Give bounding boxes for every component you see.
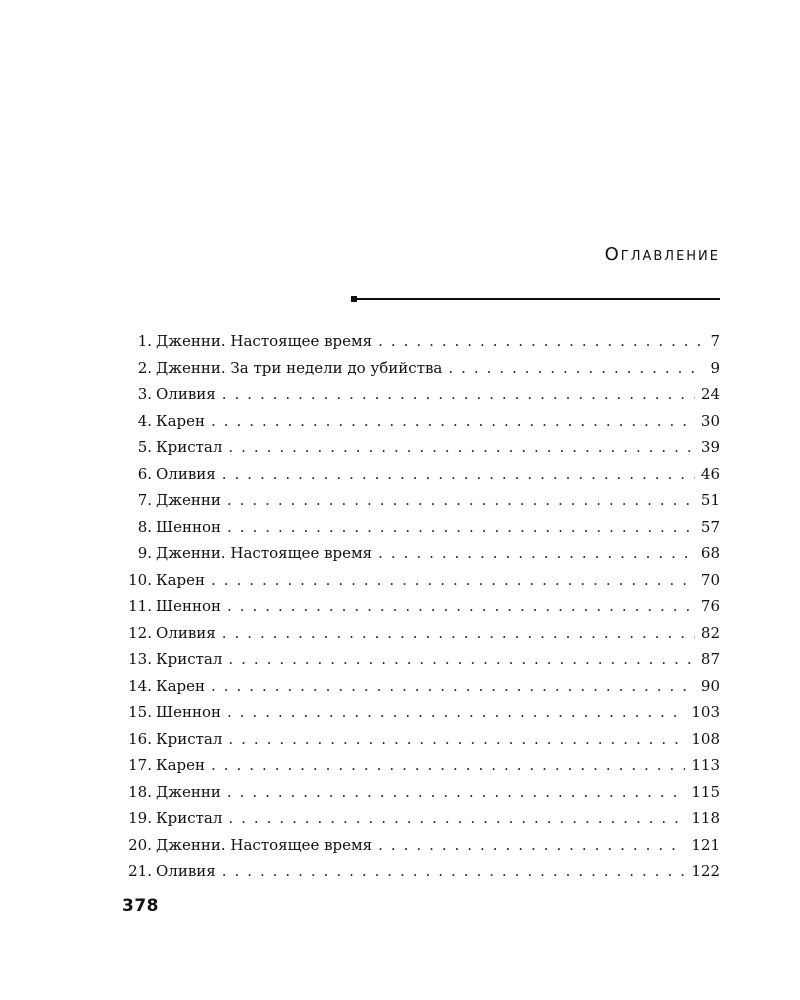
toc-entry-title: Кристал: [156, 650, 223, 668]
toc-entry-number: 13.: [128, 650, 152, 668]
toc-entry: [118, 514, 720, 541]
page-number: 378: [122, 896, 159, 916]
toc-entry-number: 11.: [128, 597, 152, 615]
toc-entry-number: 9.: [137, 544, 152, 562]
toc-entry-page: 115: [691, 782, 720, 801]
title-rule: [351, 296, 720, 302]
toc-entry-title: Оливия: [156, 862, 216, 880]
toc-entry: [118, 832, 720, 859]
toc-entry: [118, 620, 720, 647]
toc-entry: [118, 673, 720, 700]
toc-entry-number: 1.: [137, 332, 152, 350]
toc-entry-title: Карен: [156, 411, 206, 430]
toc-entry-title: Оливия: [156, 464, 216, 483]
toc-entry-leader-dots: [222, 620, 695, 647]
toc-entry: [118, 752, 720, 779]
toc-entry: [118, 434, 720, 461]
toc-entry-number: 14.: [128, 676, 152, 695]
toc-entry-title: Кристал: [156, 809, 223, 827]
toc-entry: [118, 805, 720, 832]
toc-entry-title: Оливия: [156, 385, 216, 403]
toc-entry-number: 21.: [128, 862, 152, 880]
toc-entry-page: 7: [710, 332, 720, 350]
toc-entry-number: 3.: [137, 385, 152, 403]
toc-entry-title: Шеннон: [156, 517, 222, 536]
toc-entry-page: 103: [691, 703, 720, 721]
page-title: Оглавление: [604, 244, 720, 265]
toc-entry: [118, 646, 720, 673]
toc-entry: [118, 726, 720, 753]
toc-entry-page: 46: [700, 464, 720, 483]
rule-line: [357, 298, 720, 300]
toc-entry-title: Дженни. Настоящее время: [156, 544, 373, 562]
toc-entry-leader-dots: [211, 752, 685, 779]
toc-entry-leader-dots: [227, 779, 685, 806]
toc-entry: [118, 699, 720, 726]
toc-entry-page: 24: [700, 385, 720, 403]
toc-entry-title: Карен: [156, 756, 206, 774]
toc-entry-number: 16.: [128, 729, 152, 748]
toc-entry-page: 90: [700, 676, 720, 695]
toc-entry: [118, 593, 720, 620]
toc-entry: [118, 328, 720, 355]
toc-entry-leader-dots: [228, 805, 685, 832]
toc-entry-number: 8.: [137, 517, 152, 536]
toc-entry-title: Кристал: [156, 729, 223, 748]
toc-entry-leader-dots: [378, 328, 704, 355]
toc-entry-page: 68: [700, 544, 720, 562]
toc-entry-page: 118: [691, 809, 720, 827]
toc-entry-title: Дженни: [156, 491, 221, 509]
toc-entry-number: 4.: [137, 411, 152, 430]
toc-entry: [118, 487, 720, 514]
toc-entry-leader-dots: [211, 673, 695, 700]
toc-entry-leader-dots: [227, 699, 685, 726]
toc-entry-number: 19.: [128, 809, 152, 827]
toc-entry-leader-dots: [228, 646, 695, 673]
toc-entry-number: 20.: [128, 835, 152, 854]
toc-entry: [118, 567, 720, 594]
toc-entry: [118, 858, 720, 885]
toc-entry-leader-dots: [222, 381, 695, 408]
toc-entry-page: 108: [691, 729, 720, 748]
toc-entry-leader-dots: [227, 487, 695, 514]
toc-entry-title: Дженни. Настоящее время: [156, 332, 373, 350]
toc-entry-leader-dots: [378, 832, 685, 859]
toc-entry-page: 39: [700, 438, 720, 456]
toc-entry-page: 70: [700, 570, 720, 589]
toc-entry-leader-dots: [222, 461, 695, 488]
toc-entry-number: 18.: [128, 782, 152, 801]
toc-entry-title: Карен: [156, 676, 206, 695]
toc-entry-leader-dots: [227, 593, 695, 620]
toc-entry-page: 51: [700, 491, 720, 509]
toc-entry-page: 122: [691, 862, 720, 880]
toc-entry: [118, 540, 720, 567]
toc-entry-title: Оливия: [156, 623, 216, 642]
toc-entry-number: 5.: [137, 438, 152, 456]
toc-entry-title: Шеннон: [156, 597, 222, 615]
toc-entry-page: 9: [710, 358, 720, 377]
toc-entry-number: 12.: [128, 623, 152, 642]
toc-entry-title: Дженни: [156, 782, 221, 801]
toc-entry-page: 87: [700, 650, 720, 668]
toc-entry: [118, 355, 720, 382]
toc-entry-page: 82: [700, 623, 720, 642]
toc-entry-title: Дженни. Настоящее время: [156, 835, 373, 854]
toc-entry-page: 76: [700, 597, 720, 615]
toc-entry: [118, 461, 720, 488]
toc-entry-leader-dots: [228, 726, 685, 753]
toc-entry-number: 6.: [137, 464, 152, 483]
toc-entry: [118, 779, 720, 806]
toc-entry: [118, 381, 720, 408]
table-of-contents: [118, 328, 720, 885]
toc-entry-page: 121: [691, 835, 720, 854]
toc-entry-leader-dots: [211, 408, 695, 435]
toc-entry-title: Карен: [156, 570, 206, 589]
toc-entry-number: 7.: [137, 491, 152, 509]
toc-entry-leader-dots: [227, 514, 695, 541]
toc-entry-leader-dots: [222, 858, 686, 885]
toc-entry-leader-dots: [228, 434, 695, 461]
toc-entry-number: 2.: [137, 358, 152, 377]
toc-entry-number: 17.: [128, 756, 152, 774]
toc-entry-title: Шеннон: [156, 703, 222, 721]
toc-entry-leader-dots: [211, 567, 695, 594]
toc-entry-page: 57: [700, 517, 720, 536]
toc-entry-title: Дженни. За три недели до убийства: [156, 358, 443, 377]
toc-entry-number: 15.: [128, 703, 152, 721]
toc-entry-page: 30: [700, 411, 720, 430]
toc-entry-title: Кристал: [156, 438, 223, 456]
toc-entry-number: 10.: [128, 570, 152, 589]
toc-entry-leader-dots: [448, 355, 704, 382]
toc-entry-leader-dots: [378, 540, 695, 567]
toc-entry: [118, 408, 720, 435]
toc-entry-page: 113: [691, 756, 720, 774]
